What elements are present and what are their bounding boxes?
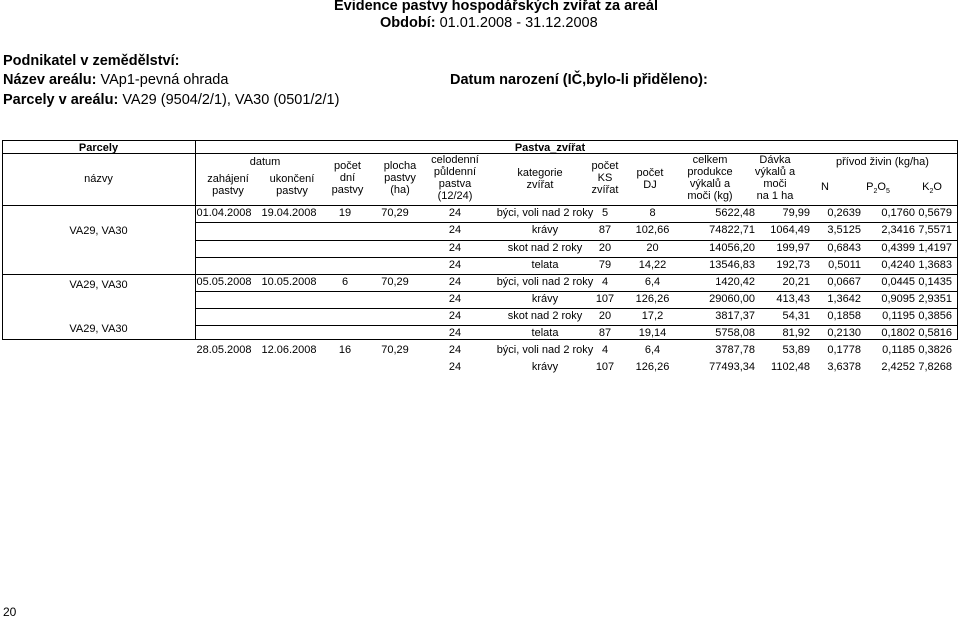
cell-k: 0,5816 [918,327,952,339]
cell-days: 19 [338,207,352,219]
cell-davka: 192,73 [776,259,810,271]
cell-davka: 81,92 [782,327,810,339]
cell-davka: 79,99 [782,207,810,219]
cell-cat: telata [531,259,559,271]
table-row [195,325,955,341]
report-title: Evidence pastvy hospodářských zvířat za areál [334,0,658,14]
col-pocet-dni: počet dní pastvy [331,160,364,196]
cell-ks: 20 [598,242,612,254]
cell-pastva: 24 [448,276,462,288]
col-datum: datum [249,156,281,168]
cell-area: 70,29 [381,344,409,356]
cell-p: 0,9095 [881,293,915,305]
col-pocet-dj: počet DJ [636,167,664,191]
cell-ks: 87 [598,327,612,339]
cell-prod: 29060,00 [709,293,755,305]
col-nazvy: názvy [84,173,113,185]
cell-prod: 1420,42 [715,276,755,288]
cell-n: 0,5011 [828,259,861,271]
cell-davka: 413,43 [776,293,810,305]
cell-n: 3,5125 [827,224,861,236]
cell-pastva: 24 [448,224,462,236]
cell-ks: 4 [601,344,609,356]
table-row [195,205,955,221]
cell-pastva: 24 [448,344,462,356]
cell-end: 19.04.2008 [261,207,317,219]
cell-k: 7,5571 [918,224,952,236]
col-n: N [821,181,829,193]
cell-pastva: 24 [448,259,462,271]
cell-n: 0,1858 [827,310,861,322]
cell-ks: 79 [598,259,612,271]
cell-k: 0,3826 [918,344,952,356]
cell-k: 1,3683 [918,259,952,271]
cell-k: 0,5679 [918,207,952,219]
cell-n: 0,0667 [827,276,861,288]
period [380,15,598,31]
cell-p: 2,3416 [881,224,915,236]
cell-p: 0,1760 [881,207,915,219]
cell-pastva: 24 [448,327,462,339]
cell-k: 1,4197 [918,242,952,254]
table-row [195,274,955,290]
col-pastva: Pastva_zvířat [514,142,586,154]
cell-cat: býci, voli nad 2 roky [496,276,594,288]
cell-cat: skot nad 2 roky [507,242,583,254]
cell-davka: 53,89 [782,344,810,356]
cell-pastva: 24 [448,293,462,305]
cell-cat: telata [531,327,559,339]
cell-p: 0,1195 [882,310,915,322]
col-pocet-ks: počet KS zvířat [591,160,619,196]
cell-dj: 6,4 [644,276,661,288]
table-row [195,222,955,238]
cell-start: 05.05.2008 [196,276,252,288]
parcely-areal [3,92,339,108]
cell-p: 2,4252 [881,361,915,373]
cell-k: 2,9351 [918,293,952,305]
cell-ks: 87 [598,224,612,236]
cell-ks: 107 [595,361,615,373]
col-plocha: plocha pastvy (ha) [383,160,417,196]
cell-dj: 8 [649,207,656,219]
cell-n: 0,6843 [827,242,861,254]
cell-k: 0,1435 [918,276,952,288]
cell-davka: 54,31 [782,310,810,322]
cell-ks: 5 [601,207,609,219]
cell-dj: 126,26 [635,361,670,373]
areal [3,72,228,88]
table-row [195,342,955,358]
cell-p: 0,1802 [881,327,915,339]
cell-prod: 5622,48 [715,207,755,219]
cell-cat: býci, voli nad 2 roky [496,344,594,356]
cell-p: 0,4399 [881,242,915,254]
cell-davka: 1064,49 [770,224,810,236]
cell-davka: 1102,48 [771,361,810,373]
cell-dj: 19,14 [638,327,667,339]
cell-prod: 3787,78 [715,344,755,356]
cell-davka: 20,21 [782,276,810,288]
col-privod: přívod živin (kg/ha) [836,156,929,168]
cell-prod: 3817,37 [715,310,755,322]
table-row [195,257,955,273]
col-ukonceni: ukončení pastvy [269,173,315,197]
col-parcely: Parcely [78,142,119,154]
cell-start: 28.05.2008 [196,344,252,356]
cell-p: 0,0445 [881,276,915,288]
cell-prod: 77493,34 [709,361,755,373]
cell-ks: 107 [595,293,615,305]
parcely-label: Parcely v areálu: [3,92,119,108]
col-celodenni: celodenní půldenní pastva (12/24) [431,154,479,202]
cell-days: 16 [338,344,352,356]
col-zahajeni: zahájení pastvy [207,173,249,197]
cell-dj: 126,26 [635,293,670,305]
cell-n: 0,1778 [827,344,861,356]
cell-n: 0,2639 [827,207,861,219]
cell-n: 0,2130 [827,327,861,339]
parcel-name-3: VA29, VA30 [69,323,128,335]
period-label: Období: [380,15,436,31]
parcel-name-2: VA29, VA30 [69,279,128,291]
page-number: 20 [3,605,17,619]
cell-cat: býci, voli nad 2 roky [496,207,594,219]
cell-ks: 4 [601,276,609,288]
cell-dj: 6,4 [644,344,661,356]
cell-area: 70,29 [381,276,409,288]
cell-area: 70,29 [381,207,409,219]
cell-cat: krávy [531,224,559,236]
col-davka: Dávka výkalů a moči na 1 ha [754,154,796,202]
cell-pastva: 24 [448,207,462,219]
cell-start: 01.04.2008 [196,207,252,219]
cell-dj: 17,2 [641,310,664,322]
cell-pastva: 24 [448,242,462,254]
cell-dj: 14,22 [638,259,667,271]
cell-prod: 74822,71 [709,224,755,236]
cell-n: 3,6378 [827,361,861,373]
datum-narozeni-label: Datum narození (IČ,bylo-li přiděleno): [450,72,708,88]
cell-k: 7,8268 [918,361,952,373]
cell-dj: 20 [646,242,659,254]
areal-label: Název areálu: [3,72,97,88]
podnikatel-label: Podnikatel v zemědělství: [3,53,180,69]
cell-ks: 20 [598,310,612,322]
cell-cat: skot nad 2 roky [507,310,583,322]
cell-prod: 14056,20 [709,242,755,254]
cell-cat: krávy [531,293,559,305]
table-row [195,308,955,324]
cell-p: 0,4240 [881,259,915,271]
cell-dj: 102,66 [635,224,670,236]
col-k2o: $K_2O$ [922,181,942,196]
parcely-value: VA29 (9504/2/1), VA30 (0501/2/1) [122,92,340,108]
col-p2o5: $P_2O_5$ [866,181,890,196]
cell-end: 10.05.2008 [261,276,317,288]
parcel-name-1: VA29, VA30 [69,225,128,237]
table-row [195,240,955,256]
table-row [195,291,955,307]
cell-days: 6 [341,276,349,288]
cell-cat: krávy [531,361,559,373]
cell-end: 12.06.2008 [261,344,317,356]
table-row [195,359,955,375]
cell-davka: 199,97 [776,242,810,254]
col-produkce: celkem produkce výkalů a moči (kg) [687,154,733,202]
period-value: 01.01.2008 - 31.12.2008 [439,15,598,31]
cell-pastva: 24 [448,361,462,373]
areal-value: VAp1-pevná ohrada [100,72,229,88]
cell-k: 0,3856 [918,310,952,322]
cell-p: 0,1185 [882,344,915,356]
cell-prod: 13546,83 [709,259,755,271]
cell-prod: 5758,08 [715,327,755,339]
col-kategorie: kategorie zvířat [517,167,563,191]
cell-n: 1,3642 [827,293,861,305]
cell-pastva: 24 [448,310,462,322]
